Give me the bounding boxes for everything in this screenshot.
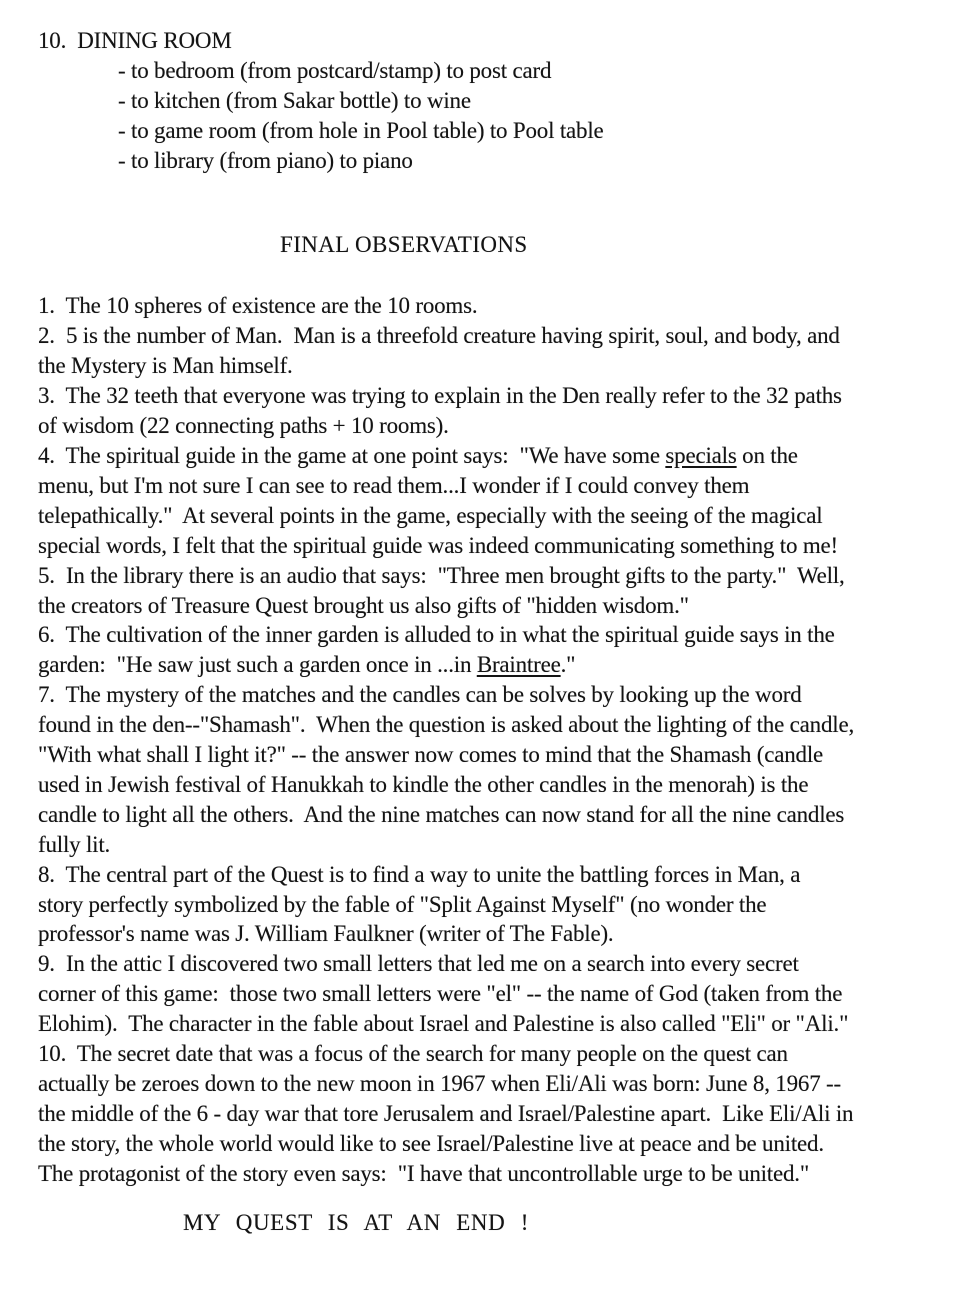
text-line bbox=[38, 471, 930, 501]
text-line bbox=[38, 830, 930, 860]
text-segment: ." bbox=[560, 652, 576, 678]
text-segment: actually be zeroes down to the new moon in 1967 when Eli/Ali was born: June 8, 1967 -- bbox=[38, 1071, 841, 1096]
observation-paragraph bbox=[38, 291, 930, 321]
observation-paragraph bbox=[38, 561, 930, 621]
section-title-final-observations: FINAL OBSERVATIONS bbox=[280, 231, 528, 257]
dining-room-item: - to game room (from hole in Pool table) to Pool table bbox=[118, 117, 604, 143]
text-segment: 5. In the library there is an audio that says: "Three men brought gifts to the party." Well, bbox=[38, 562, 845, 588]
text-segment: special words, I felt that the spiritual guide was indeed communicating something to me! bbox=[38, 532, 838, 558]
observation-paragraph bbox=[38, 680, 930, 859]
text-segment: corner of this game: those two small letters were "el" -- the name of God (taken from the bbox=[38, 981, 843, 1007]
observation-paragraph bbox=[38, 1039, 930, 1189]
text-segment: candle to light all the others. And the nine matches can now stand for all the nine candles bbox=[38, 801, 845, 827]
text-segment: 10. The secret date that was a focus of the search for many people on the quest can bbox=[38, 1041, 788, 1067]
dining-room-item: - to bedroom (from postcard/stamp) to post card bbox=[118, 57, 552, 83]
text-segment: telepathically." At several points in the game, especially with the seeing of the magical bbox=[38, 502, 823, 528]
text-line bbox=[38, 650, 930, 680]
observation-paragraph bbox=[38, 321, 930, 381]
text-segment: of wisdom (22 connecting paths + 10 rooms). bbox=[38, 413, 449, 439]
text-segment: found in the den--"Shamash". When the question is asked about the lighting of the candle, bbox=[38, 712, 855, 738]
text-segment: used in Jewish festival of Hanukkah to kindle the other candles in the menorah) is the bbox=[38, 771, 809, 797]
text-line bbox=[38, 680, 930, 710]
underlined-text-segment: Braintree bbox=[476, 652, 561, 678]
text-segment: menu, but I'm not sure I can see to read them...I wonder if I could convey them bbox=[38, 472, 750, 498]
text-segment: 4. The spiritual guide in the game at one point says: "We have some bbox=[38, 442, 666, 468]
text-line bbox=[38, 740, 930, 770]
text-line bbox=[38, 351, 930, 381]
text-segment: on the bbox=[736, 442, 798, 468]
observation-paragraph bbox=[38, 949, 930, 1039]
underlined-text-segment: specials bbox=[665, 442, 737, 468]
text-segment: 3. The 32 teeth that everyone was trying to explain in the Den really refer to the 32 paths bbox=[38, 383, 842, 409]
text-line bbox=[38, 1129, 930, 1159]
observation-paragraph bbox=[38, 620, 930, 680]
text-line bbox=[38, 411, 930, 441]
text-line bbox=[38, 1009, 930, 1039]
text-line bbox=[38, 1159, 930, 1189]
text-line bbox=[38, 561, 930, 591]
observation-paragraph bbox=[38, 860, 930, 950]
observation-paragraph bbox=[38, 441, 930, 561]
text-segment: professor's name was J. William Faulkner (writer of The Fable). bbox=[38, 921, 614, 947]
text-line bbox=[38, 501, 930, 531]
text-segment: Elohim). The character in the fable about Israel and Palestine is also called "Eli" or "Ali." bbox=[38, 1011, 849, 1037]
text-line bbox=[38, 770, 930, 800]
text-line bbox=[38, 800, 930, 830]
text-segment: 6. The cultivation of the inner garden is alluded to in what the spiritual guide says in the bbox=[38, 622, 835, 648]
text-line bbox=[38, 321, 930, 351]
text-segment: "With what shall I light it?" -- the answer now comes to mind that the Shamash (candle bbox=[38, 742, 824, 768]
text-line bbox=[38, 531, 930, 561]
text-segment: the creators of Treasure Quest brought us also gifts of "hidden wisdom." bbox=[38, 592, 689, 618]
text-line bbox=[38, 890, 930, 920]
text-segment: the story, the whole world would like to see Israel/Palestine live at peace and be united. bbox=[38, 1130, 824, 1156]
dining-room-item: - to library (from piano) to piano bbox=[118, 147, 413, 173]
text-segment: The protagonist of the story even says: "I have that uncontrollable urge to be united." bbox=[38, 1160, 810, 1186]
dining-room-list bbox=[38, 56, 930, 176]
text-line bbox=[38, 710, 930, 740]
text-segment: story perfectly symbolized by the fable of "Split Against Myself" (no wonder the bbox=[38, 891, 767, 917]
text-segment: the Mystery is Man himself. bbox=[38, 353, 293, 379]
text-line bbox=[38, 979, 930, 1009]
text-segment: garden: "He saw just such a garden once in ...in bbox=[38, 652, 477, 678]
text-line bbox=[38, 860, 930, 890]
text-segment: 8. The central part of the Quest is to find a way to unite the battling forces in Man, a bbox=[38, 861, 801, 887]
dining-room-item: - to kitchen (from Sakar bottle) to wine bbox=[118, 87, 471, 113]
observation-paragraph bbox=[38, 381, 930, 441]
text-line bbox=[38, 591, 930, 621]
text-line bbox=[38, 949, 930, 979]
observations-list bbox=[38, 291, 930, 1188]
text-line bbox=[38, 1099, 930, 1129]
text-segment: 1. The 10 spheres of existence are the 10 rooms. bbox=[38, 293, 478, 319]
text-segment: the middle of the 6 - day war that tore Jerusalem and Israel/Palestine apart. Like Eli/Ali in bbox=[38, 1100, 854, 1126]
text-line bbox=[38, 1039, 930, 1069]
text-segment: 2. 5 is the number of Man. Man is a threefold creature having spirit, soul, and body, and bbox=[38, 323, 840, 349]
text-segment: 7. The mystery of the matches and the candles can be solves by looking up the word bbox=[38, 682, 802, 708]
closing-line: MY QUEST IS AT AN END ! bbox=[183, 1209, 529, 1235]
text-line bbox=[38, 381, 930, 411]
text-line bbox=[38, 1069, 930, 1099]
text-segment: fully lit. bbox=[38, 831, 111, 857]
text-segment: 9. In the attic I discovered two small letters that led me on a search into every secret bbox=[38, 951, 799, 977]
text-line bbox=[38, 620, 930, 650]
dining-room-heading: 10. DINING ROOM bbox=[38, 28, 232, 53]
text-line bbox=[38, 919, 930, 949]
text-line bbox=[38, 291, 930, 321]
text-line bbox=[38, 441, 930, 471]
